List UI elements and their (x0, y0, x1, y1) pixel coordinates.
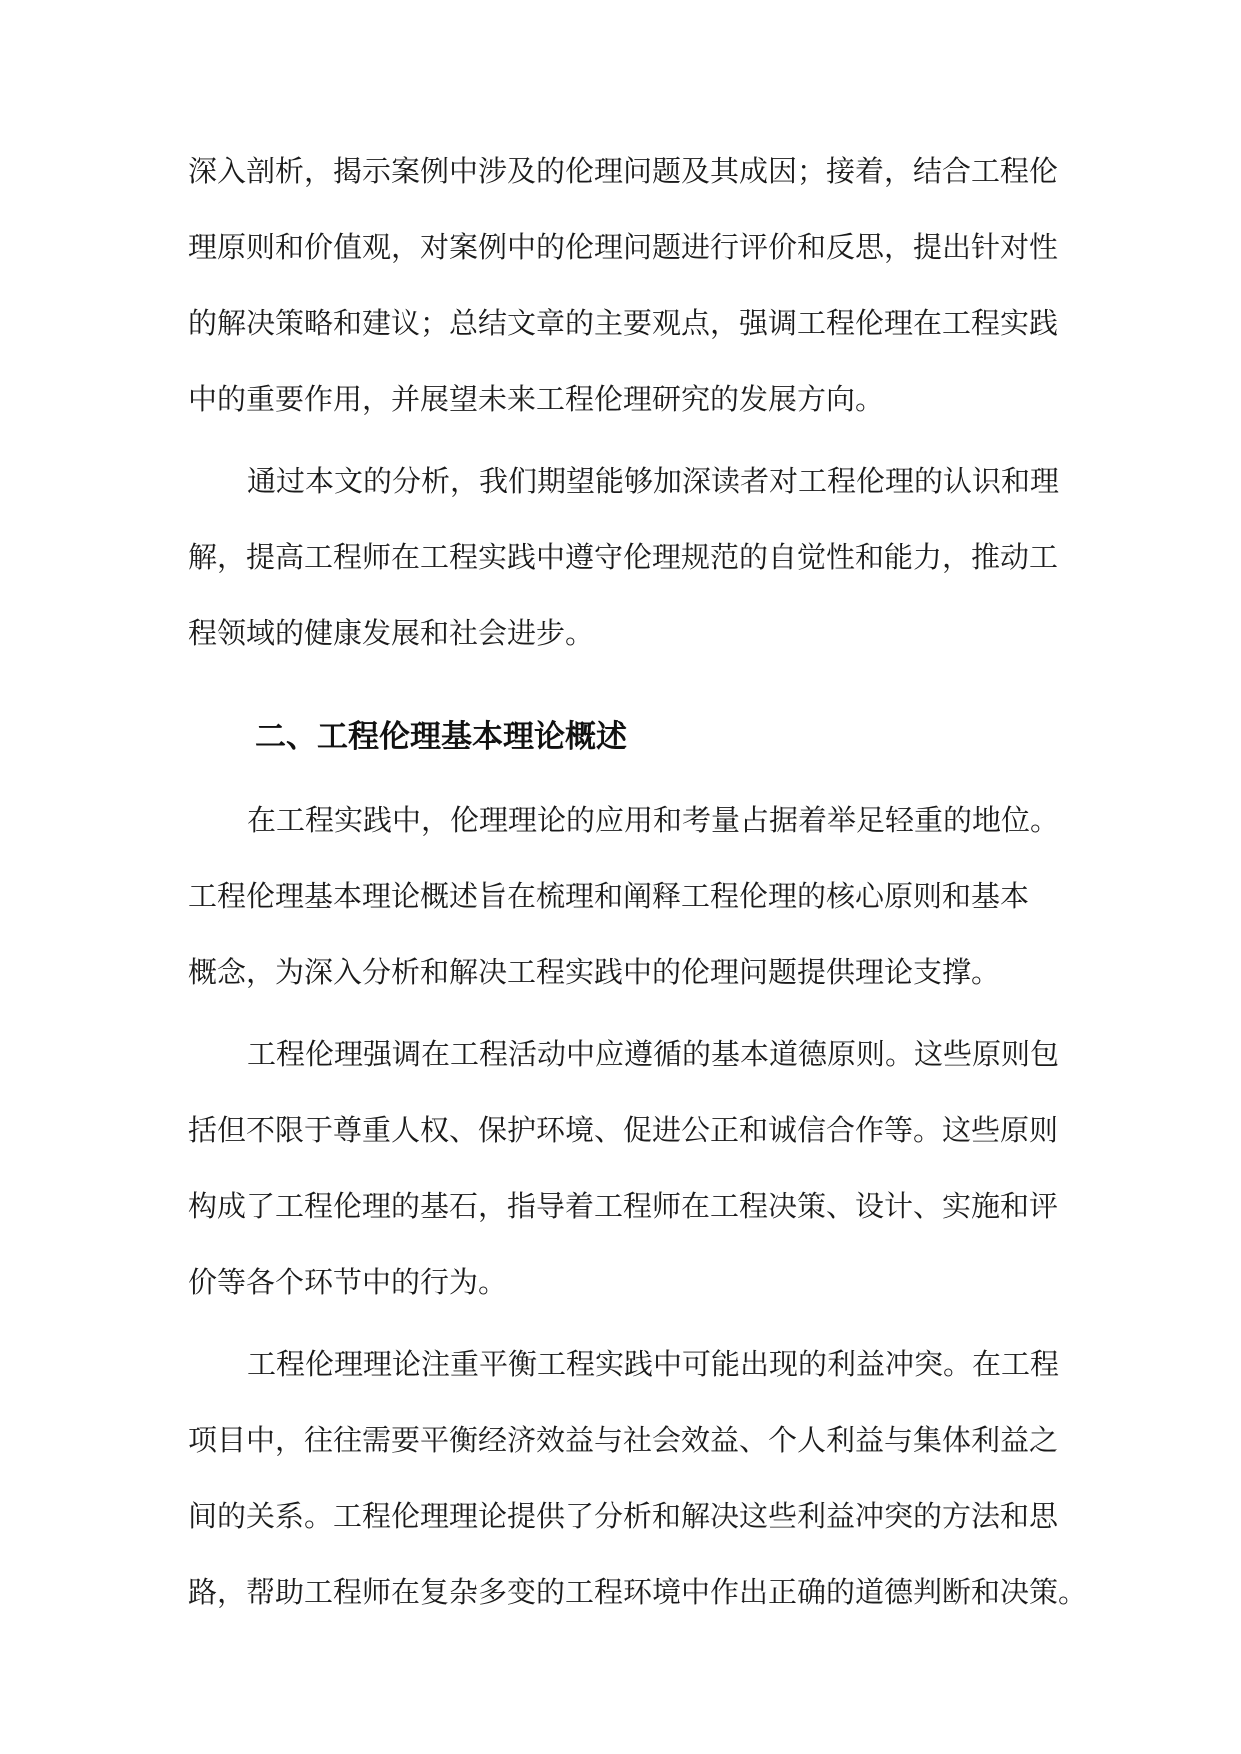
text-line: 理原则和价值观，对案例中的伦理问题进行评价和反思，提出针对性 (188, 230, 1059, 264)
text-line: 深入剖析，揭示案例中涉及的伦理问题及其成因；接着，结合工程伦 (188, 154, 1059, 188)
text-line: 括但不限于尊重人权、保护环境、促进公正和诚信合作等。这些原则 (188, 1113, 1059, 1147)
text-line: 解，提高工程师在工程实践中遵守伦理规范的自觉性和能力，推动工 (188, 540, 1059, 574)
text-line: 价等各个环节中的行为。 (188, 1265, 508, 1299)
text-line: 工程伦理理论注重平衡工程实践中可能出现的利益冲突。在工程 (247, 1347, 1060, 1381)
text-line: 工程伦理基本理论概述旨在梳理和阐释工程伦理的核心原则和基本 (188, 879, 1030, 913)
text-line: 路，帮助工程师在复杂多变的工程环境中作出正确的道德判断和决策。 (188, 1575, 1088, 1609)
text-line: 的解决策略和建议；总结文章的主要观点，强调工程伦理在工程实践 (188, 306, 1059, 340)
text-line: 程领域的健康发展和社会进步。 (188, 616, 595, 650)
text-line: 通过本文的分析，我们期望能够加深读者对工程伦理的认识和理 (247, 464, 1060, 498)
section-heading: 二、工程伦理基本理论概述 (255, 719, 627, 755)
text-line: 间的关系。工程伦理理论提供了分析和解决这些利益冲突的方法和思 (188, 1499, 1059, 1533)
text-line: 中的重要作用，并展望未来工程伦理研究的发展方向。 (188, 382, 885, 416)
text-line: 工程伦理强调在工程活动中应遵循的基本道德原则。这些原则包 (247, 1037, 1060, 1071)
text-line: 在工程实践中，伦理理论的应用和考量占据着举足轻重的地位。 (247, 803, 1060, 837)
text-line: 项目中，往往需要平衡经济效益与社会效益、个人利益与集体利益之 (188, 1423, 1059, 1457)
text-line: 构成了工程伦理的基石，指导着工程师在工程决策、设计、实施和评 (188, 1189, 1059, 1223)
text-line: 概念，为深入分析和解决工程实践中的伦理问题提供理论支撑。 (188, 955, 1001, 989)
